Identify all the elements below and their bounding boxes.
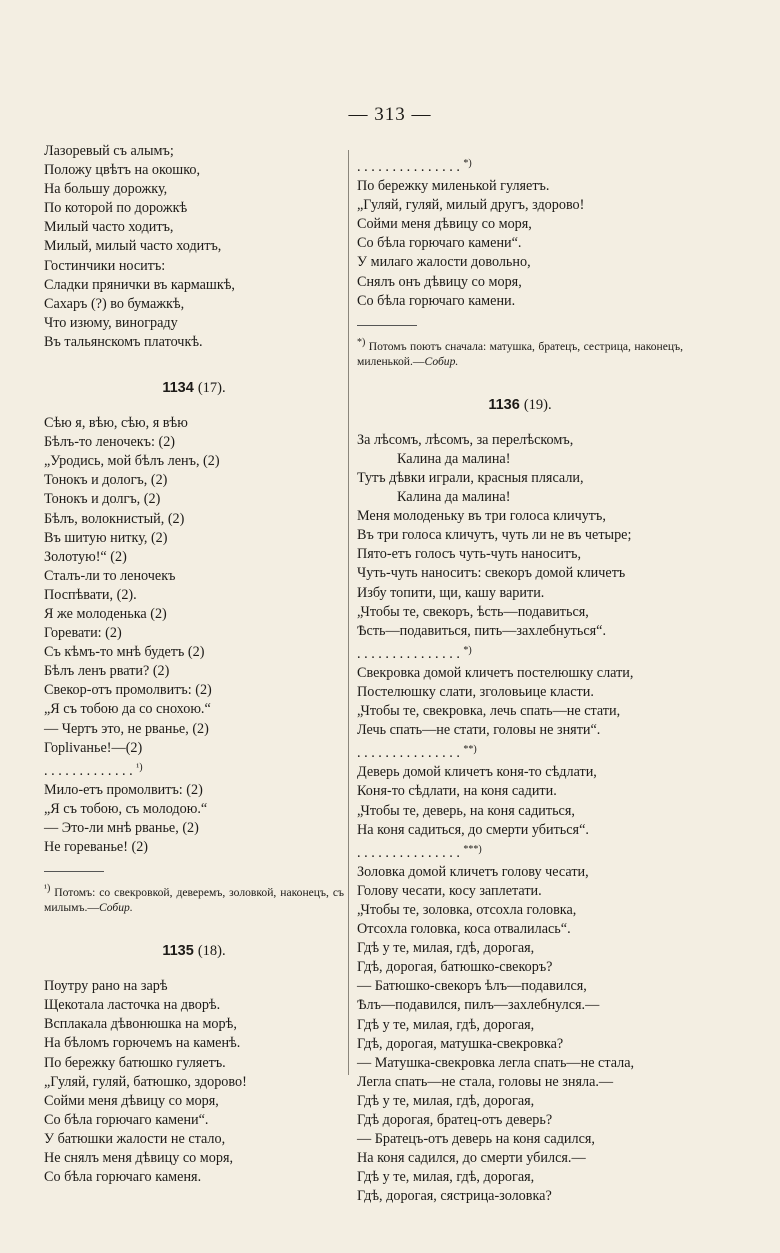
refrain-line: Калина да малина! [397,489,511,506]
verse-line: У милаго жалости довольно, [357,254,531,271]
column-divider [348,150,349,1075]
footnote-source: Собир. [98,901,133,915]
verse-line: Гдѣ, дорогая, батюшко-свекоръ? [357,959,553,976]
verse-line: Милый, милый часто ходитъ, [44,238,222,255]
verse-line: Тонокъ и долгъ, (2) [44,491,161,508]
footnote-mark: ***) [463,843,482,855]
verse-line: Бѣлъ-то леночекъ: (2) [44,434,176,451]
verse-line: Лечь спать—не стати, головы не зняти“. [357,722,601,739]
verse-line: У батюшки жалости не стало, [44,1130,226,1147]
footnote [357,335,683,369]
verse-line: Тонокъ и дологъ, (2) [44,472,168,489]
verse-line: Сладки прянички въ кармашкѣ, [44,276,235,293]
verse-line: Поспѣвати, (2). [44,586,137,603]
verse-line: По бережку батюшко гуляетъ. [44,1054,226,1071]
verse-line: Деверь домой кличетъ коня-то сѣдлати, [357,764,597,781]
verse-line: Гдѣ у те, милая, гдѣ, дорогая, [357,1169,535,1186]
verse-line: Коня-то сѣдлати, на коня садити. [357,783,557,800]
footnote-mark: *) [463,644,472,656]
verse-line: Ѣсть—подавиться, пить—захлебнуться“. [357,622,607,639]
verse-line: Пято-етъ голосъ чуть-чуть наноситъ, [357,546,582,563]
verse-line: Отсохла головка, коса отвалилась“. [357,921,571,938]
verse-line: Въ три голоса кличутъ, чуть ли не въ четыре; [357,527,632,544]
verse-line: Въ шитую нитку, (2) [44,529,168,546]
footnote-mark: **) [463,744,477,756]
verse-line: Золотую!“ (2) [44,548,127,565]
verse-line: Горlivанье!—(2) [44,739,143,756]
verse-line: Золовка домой кличетъ голову чесати, [357,863,589,880]
verse-line: Я же молоденька (2) [44,605,167,622]
footnote-mark: ¹) [44,883,51,895]
verse-line: Гостинчики носитъ: [44,257,166,274]
song-heading-1134 [44,378,344,398]
verse-line: Всплакала дѣвонюшка на морѣ, [44,1016,237,1033]
verse-line: „Чтобы те, деверь, на коня садиться, [357,802,575,819]
left-column [44,142,344,1187]
verse-line: Сойми меня дѣвицу со моря, [44,1092,219,1109]
verse-line: Не гореванье! (2) [44,839,149,856]
verse-line: Гдѣ дорогая, братец-отъ деверь? [357,1112,553,1129]
verse-line: Голову чесати, косу заплетати. [357,882,542,899]
song-heading-1136 [357,395,683,415]
footnote-mark: *) [357,336,366,348]
song-subnumber: (17). [197,380,226,397]
footnote-text: Потомъ поютъ сначала: матушка, братецъ, сестрица, наконецъ, миленькой.— [357,339,683,368]
song-1136-verse [357,431,683,1207]
verse-line: Ѣлъ—подавился, пилъ—захлебнулся.— [357,997,600,1014]
verse-line: „Чтобы те, свекоръ, ѣсть—подавиться, [357,603,589,620]
verse-line: Избу топити, щи, кашу варити. [357,584,545,601]
verse-line: — Это-ли мнѣ рванье, (2) [44,820,199,836]
footnote-rule [357,325,417,326]
song-1134-verse [44,414,344,857]
ellipsis-row [357,641,683,664]
dots: . . . . . . . . . . . . . . . [357,844,460,861]
verse-line: Сѣю я, вѣю, сѣю, я вѣю [44,415,188,432]
page-number: — 313 — [348,104,432,125]
dots: . . . . . . . . . . . . . [44,762,133,779]
song-number: 1135 [162,943,194,960]
verse-line: Со бѣла горючаго камени“. [357,235,522,252]
verse-line: Не снялъ меня дѣвицу со моря, [44,1150,234,1167]
verse-line: Гдѣ у те, милая, гдѣ, дорогая, [357,1016,535,1033]
verse-line: „Чтобы те, свекровка, лечь спать—не стати, [357,703,621,720]
verse-line: „Я съ тобою да со снохою.“ [44,701,211,718]
verse-line: Милый часто ходитъ, [44,219,174,236]
verse-line: Поутру рано на зарѣ [44,978,168,995]
verse-line: Съ кѣмъ-то мнѣ будетъ (2) [44,644,205,661]
verse-line: — Чертъ это, не рванье, (2) [44,720,209,737]
verse-line: „Гуляй, гуляй, милый другъ, здорово! [357,197,585,214]
verse-line: Положу цвѣтъ на окошко, [44,162,201,179]
ellipsis-row [357,840,683,863]
verse-line: Бѣлъ ленъ рвати? (2) [44,663,170,680]
right-column [357,142,683,1207]
verse-line: Сталъ-ли то леночекъ [44,567,176,584]
footnote-source: Собир. [424,354,459,368]
verse-line: Снялъ онъ дѣвицу со моря, [357,273,522,290]
verse-line: Со бѣла горючаго камени“. [44,1111,209,1128]
verse-line: Щекотала ласточка на дворѣ. [44,997,221,1014]
ellipsis-row [357,154,683,177]
footnote-rule [44,871,104,872]
intro-verse [44,142,344,352]
verse-line: Чуть-чуть наноситъ: свекоръ домой кличетъ [357,565,626,582]
ellipsis-row [357,740,683,763]
verse-line: На коня садился, до смерти убился.— [357,1150,586,1167]
verse-line: Сойми меня дѣвицу со моря, [357,216,532,233]
verse-line: Меня молоденьку въ три голоса кличутъ, [357,508,606,525]
verse-line: Тутъ дѣвки играли, красныя плясали, [357,469,584,486]
verse-line: Мило-етъ промолвитъ: (2) [44,781,203,798]
verse-line: На коня садиться, до смерти убиться“. [357,821,589,838]
verse-line: Свекор-отъ промолвитъ: (2) [44,682,212,699]
verse-line: Что изюму, винограду [44,314,178,331]
ellipsis-row [44,758,344,781]
verse-line: Бѣлъ, волокнистый, (2) [44,510,185,527]
verse-line: По бережку миленькой гуляетъ. [357,178,550,195]
verse-line: Гдѣ, дорогая, матушка-свекровка? [357,1035,564,1052]
song-subnumber: (18). [197,943,226,960]
verse-line: — Батюшко-свекоръ ѣлъ—подавился, [357,978,587,995]
footnote-text: Потомъ: со свекровкой, деверемъ, золовкой, наконецъ, съ милымъ.— [44,886,344,915]
verse-line: Сахаръ (?) во бумажкѣ, [44,295,185,312]
refrain-line: Калина да малина! [397,450,511,467]
verse-line: По которой по дорожкѣ [44,200,188,217]
song-number: 1134 [162,380,194,397]
verse-line: Гдѣ, дорогая, сястрица-золовка? [357,1188,552,1205]
verse-line: — Матушка-свекровка легла спать—не стала, [357,1054,635,1071]
verse-line: „Гуляй, гуляй, батюшко, здорово! [44,1073,247,1090]
dots: . . . . . . . . . . . . . . . [357,159,460,175]
verse-line: Со бѣла горючаго камени. [357,292,516,309]
dots: . . . . . . . . . . . . . . . [357,645,460,662]
footnote-mark: *) [463,158,472,169]
verse-line: „Я съ тобою, съ молодою.“ [44,800,208,817]
verse-line: — Братецъ-отъ деверь на коня садился, [357,1131,595,1148]
song-1135-continuation [357,177,683,311]
verse-line: Постелюшку слати, зголовьице класти. [357,683,594,700]
verse-line: Легла спать—не стала, головы не зняла.— [357,1073,614,1090]
song-subnumber: (19). [523,396,552,413]
verse-line: Лазоревый съ алымъ; [44,143,174,159]
verse-line: „Чтобы те, золовка, отсохла головка, [357,902,577,918]
verse-line: За лѣсомъ, лѣсомъ, за перелѣскомъ, [357,431,574,448]
dots: . . . . . . . . . . . . . . . [357,745,460,762]
verse-line: Свекровка домой кличетъ постелюшку слати, [357,664,634,681]
verse-line: На большу дорожку, [44,181,168,198]
song-number: 1136 [488,396,520,413]
footnote-mark: ¹) [136,761,143,773]
song-1135-verse [44,977,344,1187]
song-heading-1135 [44,941,344,961]
verse-line: „Уродись, мой бѣлъ ленъ, (2) [44,453,220,470]
verse-line: Гдѣ у те, милая, гдѣ, дорогая, [357,940,535,957]
verse-line: Въ тальянскомъ платочкѣ. [44,333,203,350]
footnote [44,881,344,915]
verse-line: Со бѣла горючаго каменя. [44,1169,202,1186]
verse-line: На бѣломъ горючемъ на каменѣ. [44,1035,241,1052]
verse-line: Горевати: (2) [44,625,122,642]
verse-line: Гдѣ у те, милая, гдѣ, дорогая, [357,1092,535,1109]
